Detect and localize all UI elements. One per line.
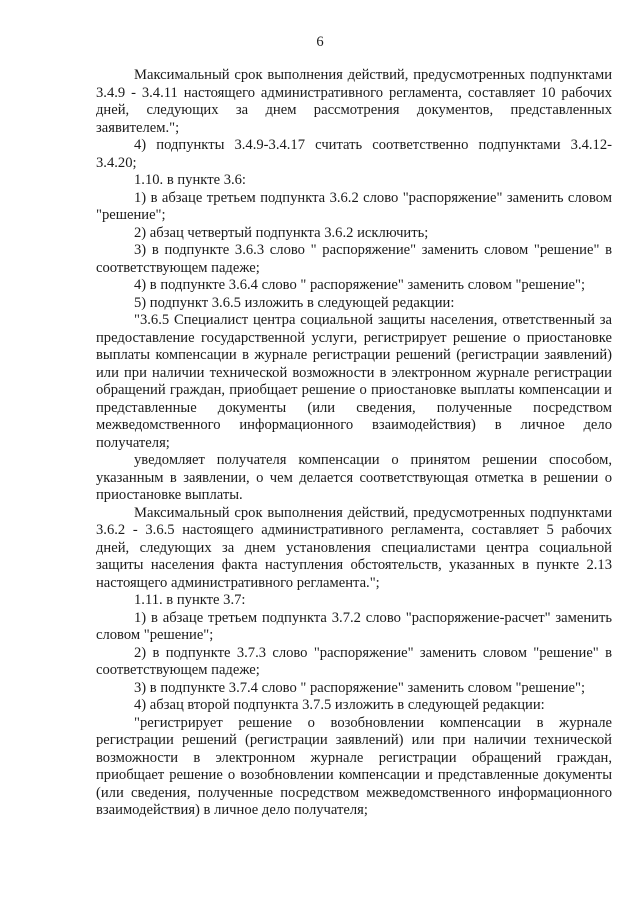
paragraph-max-term-3-4: Максимальный срок выполнения действий, предусмотренных подпунктами 3.4.9 - 3.4.11 настоящего административного регламента, составляет 10 рабочих дней, следующих за днем рассмотрения документов, представленных заявителем."; [96,67,612,136]
paragraph-3-7-item-1: 1) в абзаце третьем подпункта 3.7.2 слово "распоряжение-расчет" заменить словом "решение"; [96,609,612,643]
paragraph-3-6-item-1: 1) в абзаце третьем подпункта 3.6.2 слово "распоряжение" заменить словом "решение"; [96,189,612,223]
paragraph-notify-recipient: уведомляет получателя компенсации о принятом решении способом, указанным в заявлении, о чем делается соответствующая отметка в решении о приостановке выплаты. [96,452,612,503]
paragraph-3-6-item-3: 3) в подпункте 3.6.3 слово " распоряжение" заменить словом "решение" в соответствующем падеже; [96,242,612,276]
paragraph-3-6-item-4: 4) в подпункте 3.6.4 слово " распоряжение" заменить словом "решение"; [134,277,586,293]
paragraph-max-term-3-6: Максимальный срок выполнения действий, предусмотренных подпунктами 3.6.2 - 3.6.5 настоящего административного регламента, составляет 5 рабочих дней, следующих за днем установления специалистами центра социальной защиты населения факта наступления обстоятельств, указанных в пункте 2.13 настоящего административного регламента."; [96,504,612,591]
paragraph-3-6-5-text: "3.6.5 Специалист центра социальной защиты населения, ответственный за предоставление государственной услуги, регистрирует решение о приостановке выплаты компенсации в журнале регистрации решений (регистрации заявлений) или при наличии технической возможности в электронном журнале регистрации обращений граждан, приобщает решение о приостановке выплаты компенсации и представленные документы (или сведения, полученные посредством межведомственного информационного взаимодействия) в личное дело получателя; [96,312,612,451]
document-body [96,67,612,820]
paragraph-3-6-item-2: 2) абзац четвертый подпункта 3.6.2 исключить; [134,224,429,241]
paragraph-renumber-3-4: 4) подпункты 3.4.9-3.4.17 считать соответственно подпунктами 3.4.12-3.4.20; [96,137,612,171]
paragraph-3-7-item-2: 2) в подпункте 3.7.3 слово "распоряжение" заменить словом "решение" в соответствующем падеже; [96,644,612,678]
paragraph-3-7-5-text: "регистрирует решение о возобновлении компенсации в журнале регистрации решений (регистрации заявлений) или при наличии технической возможности в электронном журнале регистрации обращений граждан, приобщает решение о возобновлении компенсации и представленные документы (или сведения, полученные посредством межведомственного информационного взаимодействия) в личное дело получателя; [96,714,612,818]
page-number: 6 [316,34,324,50]
paragraph-3-6-item-5: 5) подпункт 3.6.5 изложить в следующей редакции: [134,294,455,311]
paragraph-1-11-heading: 1.11. в пункте 3.7: [134,592,246,608]
paragraph-1-10-heading: 1.10. в пункте 3.6: [134,172,246,188]
paragraph-3-7-item-3: 3) в подпункте 3.7.4 слово " распоряжение" заменить словом "решение"; [134,679,586,696]
paragraph-3-7-item-4: 4) абзац второй подпункта 3.7.5 изложить в следующей редакции: [134,697,545,713]
